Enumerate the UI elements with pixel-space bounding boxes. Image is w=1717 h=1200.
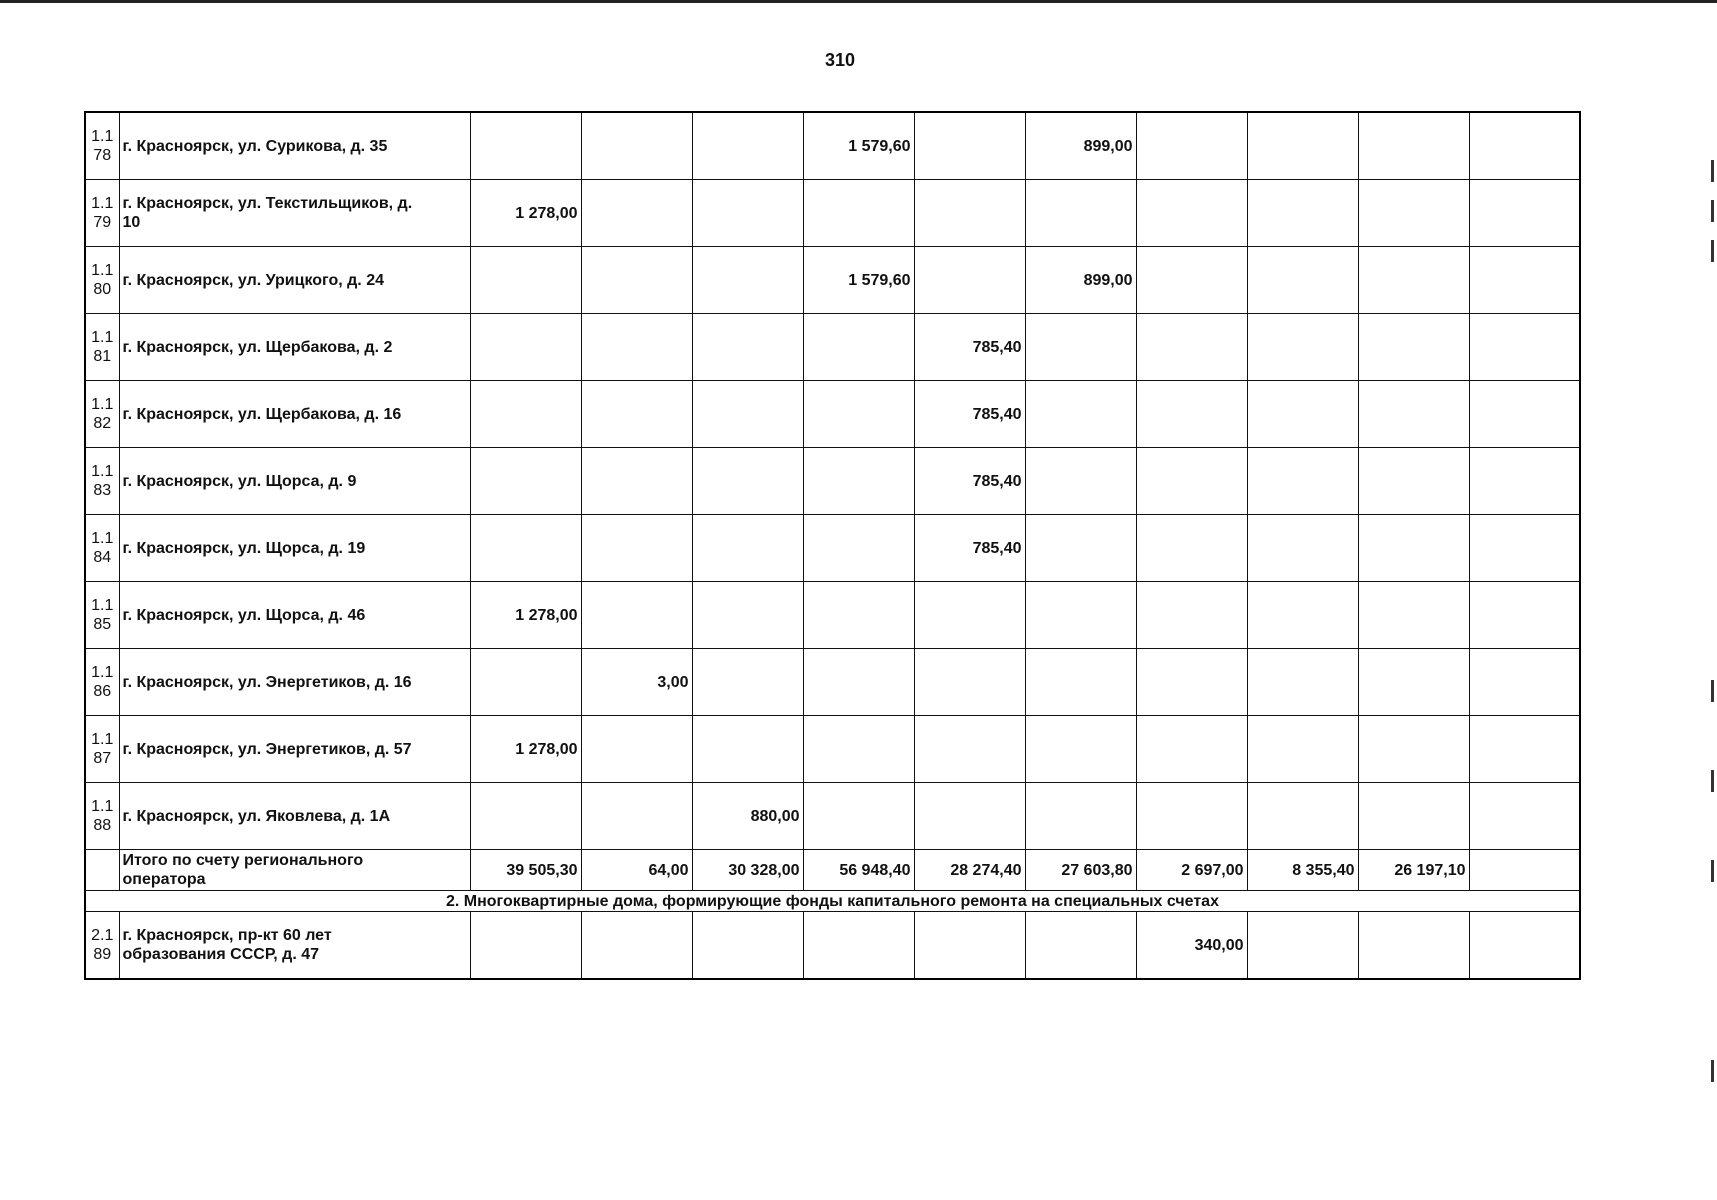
value-cell: 1 278,00: [470, 180, 581, 247]
page-number: 310: [824, 50, 856, 70]
value-cell: [1025, 912, 1136, 980]
row-number: 1.1 83: [85, 448, 119, 515]
total-value-cell: [1469, 850, 1580, 891]
address-cell: г. Красноярск, ул. Щорса, д. 46: [119, 582, 470, 649]
table-row: [85, 247, 1580, 314]
value-cell: [1469, 112, 1580, 180]
value-cell: [692, 314, 803, 381]
value-cell: [914, 912, 1025, 980]
value-cell: [1136, 515, 1247, 582]
value-cell: [581, 515, 692, 582]
value-cell: [1469, 247, 1580, 314]
value-cell: [1247, 247, 1358, 314]
value-cell: [1247, 515, 1358, 582]
value-cell: 899,00: [1025, 247, 1136, 314]
value-cell: [914, 649, 1025, 716]
total-value-cell: 27 603,80: [1025, 850, 1136, 891]
value-cell: [581, 247, 692, 314]
row-number: 1.1 86: [85, 649, 119, 716]
value-cell: [1358, 112, 1469, 180]
value-cell: [1469, 381, 1580, 448]
value-cell: [1469, 912, 1580, 980]
value-cell: 785,40: [914, 314, 1025, 381]
value-cell: [1136, 314, 1247, 381]
value-cell: [1469, 783, 1580, 850]
value-cell: [1247, 381, 1358, 448]
table-row: [85, 716, 1580, 783]
value-cell: [692, 381, 803, 448]
value-cell: [1025, 649, 1136, 716]
right-edge-scan-marks: [1711, 160, 1714, 1200]
value-cell: 785,40: [914, 515, 1025, 582]
value-cell: [581, 912, 692, 980]
row-number: 1.1 78: [85, 112, 119, 180]
value-cell: [1358, 381, 1469, 448]
address-cell: г. Красноярск, ул. Урицкого, д. 24: [119, 247, 470, 314]
address-cell: г. Красноярск, ул. Сурикова, д. 35: [119, 112, 470, 180]
row-number: 1.1 88: [85, 783, 119, 850]
row-number: [85, 850, 119, 891]
row-number: 1.1 87: [85, 716, 119, 783]
value-cell: [1136, 448, 1247, 515]
value-cell: [1358, 649, 1469, 716]
value-cell: [914, 582, 1025, 649]
value-cell: [803, 448, 914, 515]
address-cell: г. Красноярск, ул. Щербакова, д. 2: [119, 314, 470, 381]
value-cell: [581, 716, 692, 783]
total-row: [85, 850, 1580, 891]
address-cell: г. Красноярск, ул. Щорса, д. 9: [119, 448, 470, 515]
value-cell: [1358, 716, 1469, 783]
value-cell: [581, 314, 692, 381]
value-cell: [803, 381, 914, 448]
total-value-cell: 8 355,40: [1247, 850, 1358, 891]
value-cell: [470, 314, 581, 381]
value-cell: [470, 381, 581, 448]
value-cell: [692, 912, 803, 980]
value-cell: [1025, 448, 1136, 515]
total-value-cell: 39 505,30: [470, 850, 581, 891]
value-cell: [1136, 783, 1247, 850]
total-value-cell: 28 274,40: [914, 850, 1025, 891]
table-row: [85, 649, 1580, 716]
value-cell: [1136, 112, 1247, 180]
value-cell: [581, 180, 692, 247]
total-value-cell: 64,00: [581, 850, 692, 891]
table-row: [85, 448, 1580, 515]
value-cell: [1358, 912, 1469, 980]
address-cell: г. Красноярск, ул. Текстильщиков, д. 10: [119, 180, 470, 247]
value-cell: [692, 112, 803, 180]
value-cell: [803, 314, 914, 381]
value-cell: [1358, 515, 1469, 582]
value-cell: [1358, 448, 1469, 515]
value-cell: [914, 716, 1025, 783]
value-cell: [1469, 649, 1580, 716]
value-cell: [803, 716, 914, 783]
row-number: 1.1 80: [85, 247, 119, 314]
table-row: [85, 783, 1580, 850]
row-number: 1.1 79: [85, 180, 119, 247]
value-cell: [581, 582, 692, 649]
value-cell: [1136, 582, 1247, 649]
value-cell: 880,00: [692, 783, 803, 850]
value-cell: [1025, 716, 1136, 783]
value-cell: [692, 180, 803, 247]
value-cell: 1 579,60: [803, 247, 914, 314]
value-cell: [1025, 515, 1136, 582]
value-cell: [1469, 448, 1580, 515]
table-row: [85, 912, 1580, 980]
value-cell: [581, 783, 692, 850]
value-cell: [803, 515, 914, 582]
value-cell: [803, 649, 914, 716]
value-cell: [581, 112, 692, 180]
value-cell: [1469, 582, 1580, 649]
value-cell: [1358, 247, 1469, 314]
section-header-row: [85, 891, 1580, 912]
value-cell: [1025, 180, 1136, 247]
table-body: [85, 112, 1580, 979]
value-cell: [803, 912, 914, 980]
value-cell: [803, 180, 914, 247]
value-cell: [692, 649, 803, 716]
value-cell: [470, 247, 581, 314]
value-cell: 785,40: [914, 381, 1025, 448]
value-cell: [470, 783, 581, 850]
table-row: [85, 112, 1580, 180]
address-cell: г. Красноярск, ул. Энергетиков, д. 16: [119, 649, 470, 716]
section-2-title: 2. Многоквартирные дома, формирующие фонды капитального ремонта на специальных счетах: [85, 891, 1580, 912]
value-cell: [1247, 912, 1358, 980]
total-value-cell: 30 328,00: [692, 850, 803, 891]
value-cell: [1469, 515, 1580, 582]
value-cell: [470, 912, 581, 980]
value-cell: 3,00: [581, 649, 692, 716]
row-number: 1.1 82: [85, 381, 119, 448]
value-cell: [470, 112, 581, 180]
table-row: [85, 314, 1580, 381]
address-cell: г. Красноярск, ул. Щорса, д. 19: [119, 515, 470, 582]
value-cell: [692, 716, 803, 783]
value-cell: [692, 448, 803, 515]
address-cell: г. Красноярск, ул. Щербакова, д. 16: [119, 381, 470, 448]
value-cell: [803, 783, 914, 850]
value-cell: [803, 582, 914, 649]
total-value-cell: 2 697,00: [1136, 850, 1247, 891]
value-cell: 340,00: [1136, 912, 1247, 980]
value-cell: [1358, 180, 1469, 247]
value-cell: [914, 180, 1025, 247]
value-cell: [1358, 783, 1469, 850]
value-cell: 785,40: [914, 448, 1025, 515]
address-register-table: [84, 111, 1581, 980]
total-label: Итого по счету регионального оператора: [119, 850, 470, 891]
value-cell: [1469, 180, 1580, 247]
value-cell: [1247, 783, 1358, 850]
address-cell: г. Красноярск, пр-кт 60 лет образования СССР, д. 47: [119, 912, 470, 980]
value-cell: [1247, 716, 1358, 783]
value-cell: [692, 247, 803, 314]
value-cell: [1358, 582, 1469, 649]
total-value-cell: 26 197,10: [1358, 850, 1469, 891]
value-cell: [914, 783, 1025, 850]
value-cell: [914, 247, 1025, 314]
value-cell: [1136, 381, 1247, 448]
value-cell: [1025, 314, 1136, 381]
value-cell: [470, 515, 581, 582]
value-cell: [1469, 716, 1580, 783]
value-cell: 1 579,60: [803, 112, 914, 180]
value-cell: [1247, 314, 1358, 381]
value-cell: [1136, 716, 1247, 783]
value-cell: [1358, 314, 1469, 381]
total-value-cell: 56 948,40: [803, 850, 914, 891]
address-cell: г. Красноярск, ул. Яковлева, д. 1А: [119, 783, 470, 850]
value-cell: [1025, 381, 1136, 448]
value-cell: [1025, 783, 1136, 850]
value-cell: [692, 582, 803, 649]
row-number: 2.1 89: [85, 912, 119, 980]
value-cell: [470, 649, 581, 716]
value-cell: [1247, 582, 1358, 649]
value-cell: [1136, 649, 1247, 716]
value-cell: [1247, 180, 1358, 247]
table-row: [85, 180, 1580, 247]
address-cell: г. Красноярск, ул. Энергетиков, д. 57: [119, 716, 470, 783]
table-row: [85, 515, 1580, 582]
table-row: [85, 381, 1580, 448]
value-cell: [581, 381, 692, 448]
value-cell: [1247, 112, 1358, 180]
row-number: 1.1 81: [85, 314, 119, 381]
value-cell: [470, 448, 581, 515]
row-number: 1.1 84: [85, 515, 119, 582]
value-cell: [1136, 247, 1247, 314]
value-cell: [1136, 180, 1247, 247]
row-number: 1.1 85: [85, 582, 119, 649]
top-border-line: [0, 0, 1717, 3]
value-cell: [1247, 649, 1358, 716]
value-cell: [1247, 448, 1358, 515]
table-row: [85, 582, 1580, 649]
value-cell: [1469, 314, 1580, 381]
value-cell: 899,00: [1025, 112, 1136, 180]
value-cell: [1025, 582, 1136, 649]
value-cell: [692, 515, 803, 582]
value-cell: [914, 112, 1025, 180]
value-cell: 1 278,00: [470, 582, 581, 649]
value-cell: 1 278,00: [470, 716, 581, 783]
value-cell: [581, 448, 692, 515]
